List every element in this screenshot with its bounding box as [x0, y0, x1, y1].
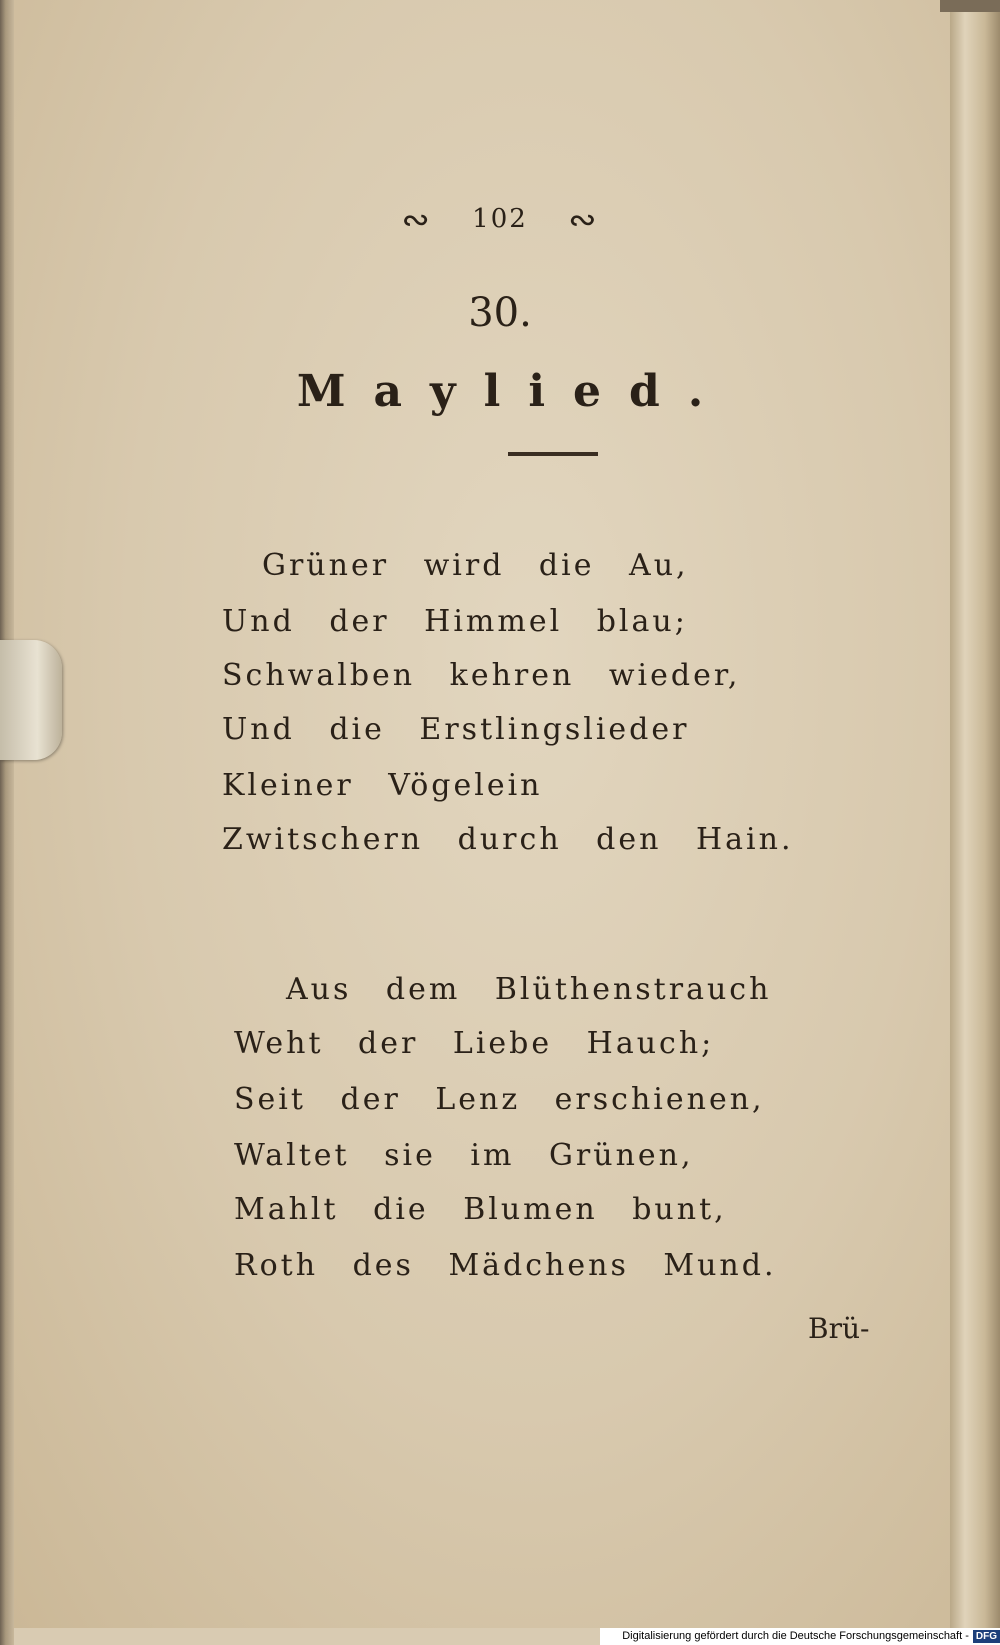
- stanza-1-line-5: Kleiner Vögelein: [222, 768, 543, 803]
- stanza-2-line-2: Weht der Liebe Hauch;: [234, 1026, 715, 1061]
- book-left-edge: [0, 0, 14, 1645]
- stanza-1-line-3: Schwalben kehren wieder,: [222, 658, 741, 693]
- page-header: [0, 200, 1000, 240]
- dfg-logo: DFG: [973, 1630, 1000, 1643]
- scan-border: [940, 0, 1000, 12]
- stanza-2-line-3: Seit der Lenz erschienen,: [234, 1082, 765, 1117]
- stanza-1-line-1: Grüner wird die Au,: [262, 548, 689, 583]
- footer-credit: Digitalisierung gefördert durch die Deutsche Forschungsgemeinschaft -: [622, 1630, 969, 1642]
- title-rule: [508, 452, 598, 456]
- bookmark-tab: [0, 640, 62, 760]
- catchword: Brü-: [808, 1312, 870, 1345]
- book-right-edge: [950, 0, 1000, 1628]
- poem-number: 30.: [468, 290, 532, 336]
- poem-title: Maylied.: [296, 366, 732, 417]
- stanza-1-line-6: Zwitschern durch den Hain.: [222, 822, 794, 857]
- digitization-footer: [600, 1628, 1000, 1645]
- stanza-2-line-6: Roth des Mädchens Mund.: [234, 1248, 777, 1283]
- right-ornament: ∾: [568, 200, 599, 240]
- stanza-2-line-5: Mahlt die Blumen bunt,: [234, 1192, 727, 1227]
- stanza-1-line-2: Und der Himmel blau;: [222, 604, 688, 639]
- stanza-1-line-4: Und die Erstlingslieder: [222, 712, 690, 747]
- page-number: 102: [472, 204, 528, 234]
- stanza-2-line-4: Waltet sie im Grünen,: [234, 1138, 694, 1173]
- left-ornament: ∾: [401, 200, 432, 240]
- stanza-2-line-1: Aus dem Blüthenstrauch: [286, 972, 772, 1007]
- page-paper: [14, 0, 950, 1628]
